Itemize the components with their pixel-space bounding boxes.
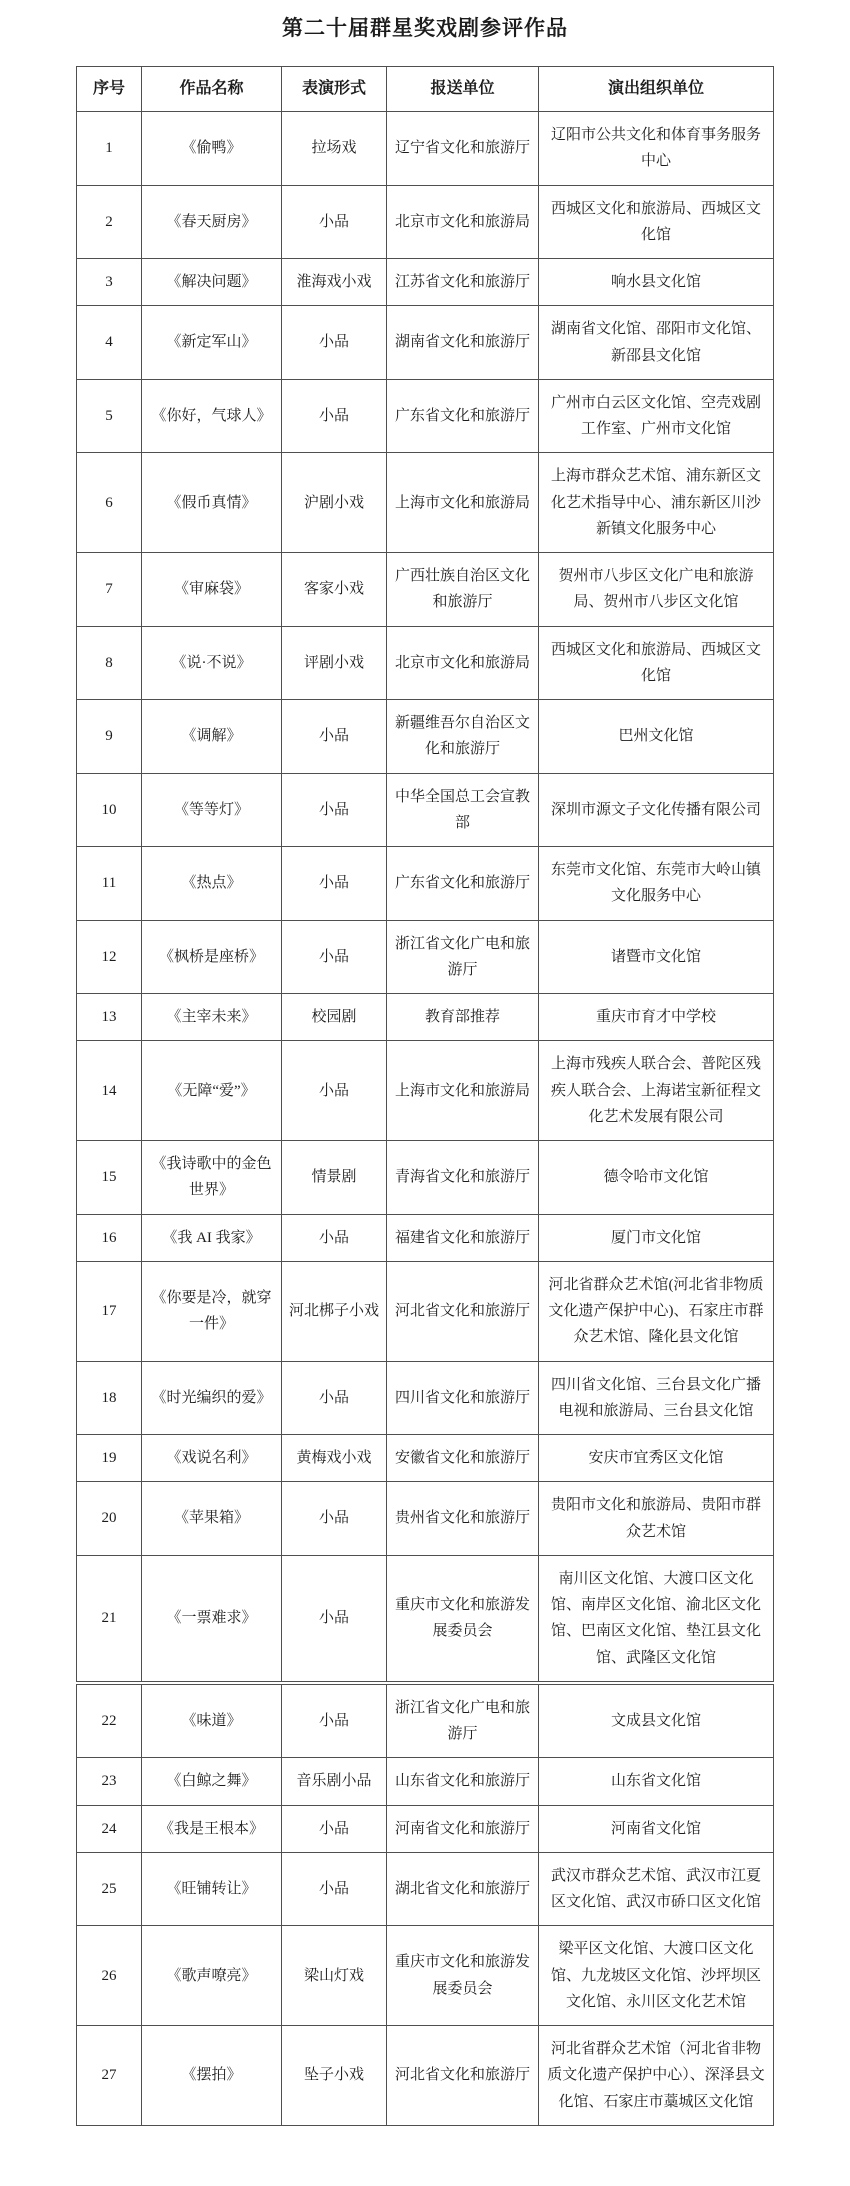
cell-form: 情景剧: [282, 1141, 387, 1215]
cell-submitter: 安徽省文化和旅游厅: [387, 1435, 539, 1482]
cell-seq: 20: [77, 1482, 142, 1556]
cell-form: 小品: [282, 847, 387, 921]
cell-seq: 14: [77, 1041, 142, 1141]
cell-seq: 1: [77, 112, 142, 186]
table-row: [77, 2026, 774, 2126]
cell-submitter: 福建省文化和旅游厅: [387, 1214, 539, 1261]
cell-name: 《歌声嘹亮》: [142, 1926, 282, 2026]
cell-name: 《我是王根本》: [142, 1805, 282, 1852]
cell-form: 评剧小戏: [282, 626, 387, 700]
cell-name: 《戏说名利》: [142, 1435, 282, 1482]
header-seq: 序号: [77, 67, 142, 112]
table-row: [77, 1361, 774, 1435]
cell-organizer: 巴州文化馆: [539, 700, 774, 774]
cell-name: 《调解》: [142, 700, 282, 774]
cell-organizer: 四川省文化馆、三台县文化广播电视和旅游局、三台县文化馆: [539, 1361, 774, 1435]
cell-submitter: 广西壮族自治区文化和旅游厅: [387, 553, 539, 627]
table-row: [77, 1261, 774, 1361]
cell-form: 客家小戏: [282, 553, 387, 627]
table-row: [77, 1926, 774, 2026]
table-row: [77, 259, 774, 306]
cell-submitter: 浙江省文化广电和旅游厅: [387, 1683, 539, 1758]
cell-form: 小品: [282, 700, 387, 774]
cell-form: 音乐剧小品: [282, 1758, 387, 1805]
cell-name: 《等等灯》: [142, 773, 282, 847]
cell-name: 《苹果箱》: [142, 1482, 282, 1556]
cell-seq: 25: [77, 1852, 142, 1926]
cell-organizer: 厦门市文化馆: [539, 1214, 774, 1261]
cell-submitter: 河北省文化和旅游厅: [387, 1261, 539, 1361]
cell-seq: 10: [77, 773, 142, 847]
cell-name: 《我 AI 我家》: [142, 1214, 282, 1261]
cell-organizer: 贺州市八步区文化广电和旅游局、贺州市八步区文化馆: [539, 553, 774, 627]
cell-seq: 16: [77, 1214, 142, 1261]
cell-organizer: 文成县文化馆: [539, 1683, 774, 1758]
cell-submitter: 北京市文化和旅游局: [387, 185, 539, 259]
cell-form: 小品: [282, 1041, 387, 1141]
cell-name: 《热点》: [142, 847, 282, 921]
cell-form: 小品: [282, 185, 387, 259]
cell-submitter: 河南省文化和旅游厅: [387, 1805, 539, 1852]
cell-seq: 22: [77, 1683, 142, 1758]
table-row: [77, 1758, 774, 1805]
cell-submitter: 上海市文化和旅游局: [387, 453, 539, 553]
header-submitter: 报送单位: [387, 67, 539, 112]
cell-seq: 3: [77, 259, 142, 306]
cell-name: 《解决问题》: [142, 259, 282, 306]
cell-submitter: 浙江省文化广电和旅游厅: [387, 920, 539, 994]
cell-name: 《白鲸之舞》: [142, 1758, 282, 1805]
cell-organizer: 重庆市育才中学校: [539, 994, 774, 1041]
cell-form: 小品: [282, 1482, 387, 1556]
table-row: [77, 1041, 774, 1141]
table-row: [77, 1805, 774, 1852]
table-row: [77, 1141, 774, 1215]
cell-organizer: 上海市残疾人联合会、普陀区残疾人联合会、上海诺宝新征程文化艺术发展有限公司: [539, 1041, 774, 1141]
cell-form: 小品: [282, 920, 387, 994]
cell-seq: 23: [77, 1758, 142, 1805]
table-row: [77, 773, 774, 847]
cell-seq: 6: [77, 453, 142, 553]
cell-form: 拉场戏: [282, 112, 387, 186]
cell-seq: 2: [77, 185, 142, 259]
cell-name: 《无障“爱”》: [142, 1041, 282, 1141]
cell-organizer: 河南省文化馆: [539, 1805, 774, 1852]
table-row: [77, 1555, 774, 1683]
cell-organizer: 响水县文化馆: [539, 259, 774, 306]
cell-name: 《摆拍》: [142, 2026, 282, 2126]
cell-form: 沪剧小戏: [282, 453, 387, 553]
cell-name: 《你要是冷，就穿一件》: [142, 1261, 282, 1361]
cell-name: 《枫桥是座桥》: [142, 920, 282, 994]
table-body: [77, 112, 774, 2126]
cell-form: 小品: [282, 1214, 387, 1261]
cell-seq: 17: [77, 1261, 142, 1361]
cell-seq: 27: [77, 2026, 142, 2126]
entries-table: [76, 66, 774, 2126]
cell-seq: 19: [77, 1435, 142, 1482]
cell-submitter: 新疆维吾尔自治区文化和旅游厅: [387, 700, 539, 774]
cell-submitter: 江苏省文化和旅游厅: [387, 259, 539, 306]
cell-submitter: 重庆市文化和旅游发展委员会: [387, 1555, 539, 1683]
cell-form: 河北梆子小戏: [282, 1261, 387, 1361]
cell-name: 《新定军山》: [142, 306, 282, 380]
table-row: [77, 626, 774, 700]
cell-name: 《时光编织的爱》: [142, 1361, 282, 1435]
cell-form: 小品: [282, 1555, 387, 1683]
cell-organizer: 安庆市宜秀区文化馆: [539, 1435, 774, 1482]
cell-organizer: 上海市群众艺术馆、浦东新区文化艺术指导中心、浦东新区川沙新镇文化服务中心: [539, 453, 774, 553]
header-name: 作品名称: [142, 67, 282, 112]
header-row: [77, 67, 774, 112]
header-form: 表演形式: [282, 67, 387, 112]
cell-seq: 8: [77, 626, 142, 700]
cell-organizer: 武汉市群众艺术馆、武汉市江夏区文化馆、武汉市硚口区文化馆: [539, 1852, 774, 1926]
cell-name: 《我诗歌中的金色世界》: [142, 1141, 282, 1215]
cell-organizer: 辽阳市公共文化和体育事务服务中心: [539, 112, 774, 186]
cell-form: 小品: [282, 1361, 387, 1435]
table-header: [77, 67, 774, 112]
table-row: [77, 700, 774, 774]
cell-submitter: 四川省文化和旅游厅: [387, 1361, 539, 1435]
cell-submitter: 广东省文化和旅游厅: [387, 847, 539, 921]
cell-seq: 26: [77, 1926, 142, 2026]
cell-name: 《说·不说》: [142, 626, 282, 700]
table-row: [77, 453, 774, 553]
table-row: [77, 112, 774, 186]
cell-form: 校园剧: [282, 994, 387, 1041]
cell-seq: 21: [77, 1555, 142, 1683]
cell-form: 小品: [282, 379, 387, 453]
cell-name: 《你好，气球人》: [142, 379, 282, 453]
header-organizer: 演出组织单位: [539, 67, 774, 112]
cell-form: 小品: [282, 1683, 387, 1758]
cell-form: 小品: [282, 773, 387, 847]
cell-submitter: 广东省文化和旅游厅: [387, 379, 539, 453]
cell-submitter: 河北省文化和旅游厅: [387, 2026, 539, 2126]
table-row: [77, 1683, 774, 1758]
table-row: [77, 185, 774, 259]
cell-name: 《春天厨房》: [142, 185, 282, 259]
cell-organizer: 广州市白云区文化馆、空壳戏剧工作室、广州市文化馆: [539, 379, 774, 453]
cell-submitter: 辽宁省文化和旅游厅: [387, 112, 539, 186]
cell-form: 小品: [282, 306, 387, 380]
cell-seq: 13: [77, 994, 142, 1041]
cell-seq: 5: [77, 379, 142, 453]
cell-seq: 18: [77, 1361, 142, 1435]
cell-name: 《假币真情》: [142, 453, 282, 553]
table-row: [77, 920, 774, 994]
cell-organizer: 西城区文化和旅游局、西城区文化馆: [539, 626, 774, 700]
cell-form: 淮海戏小戏: [282, 259, 387, 306]
cell-submitter: 中华全国总工会宣教部: [387, 773, 539, 847]
table-row: [77, 306, 774, 380]
cell-form: 小品: [282, 1852, 387, 1926]
cell-submitter: 贵州省文化和旅游厅: [387, 1482, 539, 1556]
cell-name: 《一票难求》: [142, 1555, 282, 1683]
table-row: [77, 1852, 774, 1926]
cell-form: 坠子小戏: [282, 2026, 387, 2126]
cell-seq: 4: [77, 306, 142, 380]
cell-submitter: 上海市文化和旅游局: [387, 1041, 539, 1141]
table-row: [77, 847, 774, 921]
cell-submitter: 北京市文化和旅游局: [387, 626, 539, 700]
cell-organizer: 德令哈市文化馆: [539, 1141, 774, 1215]
cell-name: 《偷鸭》: [142, 112, 282, 186]
cell-submitter: 教育部推荐: [387, 994, 539, 1041]
cell-organizer: 西城区文化和旅游局、西城区文化馆: [539, 185, 774, 259]
table-row: [77, 1214, 774, 1261]
cell-organizer: 梁平区文化馆、大渡口区文化馆、九龙坡区文化馆、沙坪坝区文化馆、永川区文化艺术馆: [539, 1926, 774, 2026]
cell-submitter: 重庆市文化和旅游发展委员会: [387, 1926, 539, 2026]
cell-name: 《味道》: [142, 1683, 282, 1758]
cell-organizer: 河北省群众艺术馆(河北省非物质文化遗产保护中心)、石家庄市群众艺术馆、隆化县文化馆: [539, 1261, 774, 1361]
cell-name: 《审麻袋》: [142, 553, 282, 627]
table-row: [77, 553, 774, 627]
cell-form: 黄梅戏小戏: [282, 1435, 387, 1482]
cell-seq: 11: [77, 847, 142, 921]
table-row: [77, 379, 774, 453]
cell-submitter: 湖北省文化和旅游厅: [387, 1852, 539, 1926]
cell-organizer: 山东省文化馆: [539, 1758, 774, 1805]
cell-organizer: 湖南省文化馆、邵阳市文化馆、新邵县文化馆: [539, 306, 774, 380]
cell-seq: 9: [77, 700, 142, 774]
cell-name: 《主宰未来》: [142, 994, 282, 1041]
page-title: 第二十届群星奖戏剧参评作品: [282, 16, 568, 40]
cell-seq: 24: [77, 1805, 142, 1852]
table-row: [77, 994, 774, 1041]
cell-organizer: 河北省群众艺术馆（河北省非物质文化遗产保护中心）、深泽县文化馆、石家庄市藁城区文化馆: [539, 2026, 774, 2126]
cell-seq: 7: [77, 553, 142, 627]
cell-organizer: 南川区文化馆、大渡口区文化馆、南岸区文化馆、渝北区文化馆、巴南区文化馆、垫江县文化馆、武隆区文化馆: [539, 1555, 774, 1683]
cell-seq: 12: [77, 920, 142, 994]
cell-submitter: 湖南省文化和旅游厅: [387, 306, 539, 380]
cell-form: 小品: [282, 1805, 387, 1852]
cell-organizer: 诸暨市文化馆: [539, 920, 774, 994]
cell-organizer: 深圳市源文子文化传播有限公司: [539, 773, 774, 847]
cell-submitter: 青海省文化和旅游厅: [387, 1141, 539, 1215]
cell-organizer: 东莞市文化馆、东莞市大岭山镇文化服务中心: [539, 847, 774, 921]
cell-seq: 15: [77, 1141, 142, 1215]
table-row: [77, 1482, 774, 1556]
cell-form: 梁山灯戏: [282, 1926, 387, 2026]
cell-name: 《旺铺转让》: [142, 1852, 282, 1926]
table-row: [77, 1435, 774, 1482]
cell-organizer: 贵阳市文化和旅游局、贵阳市群众艺术馆: [539, 1482, 774, 1556]
cell-submitter: 山东省文化和旅游厅: [387, 1758, 539, 1805]
